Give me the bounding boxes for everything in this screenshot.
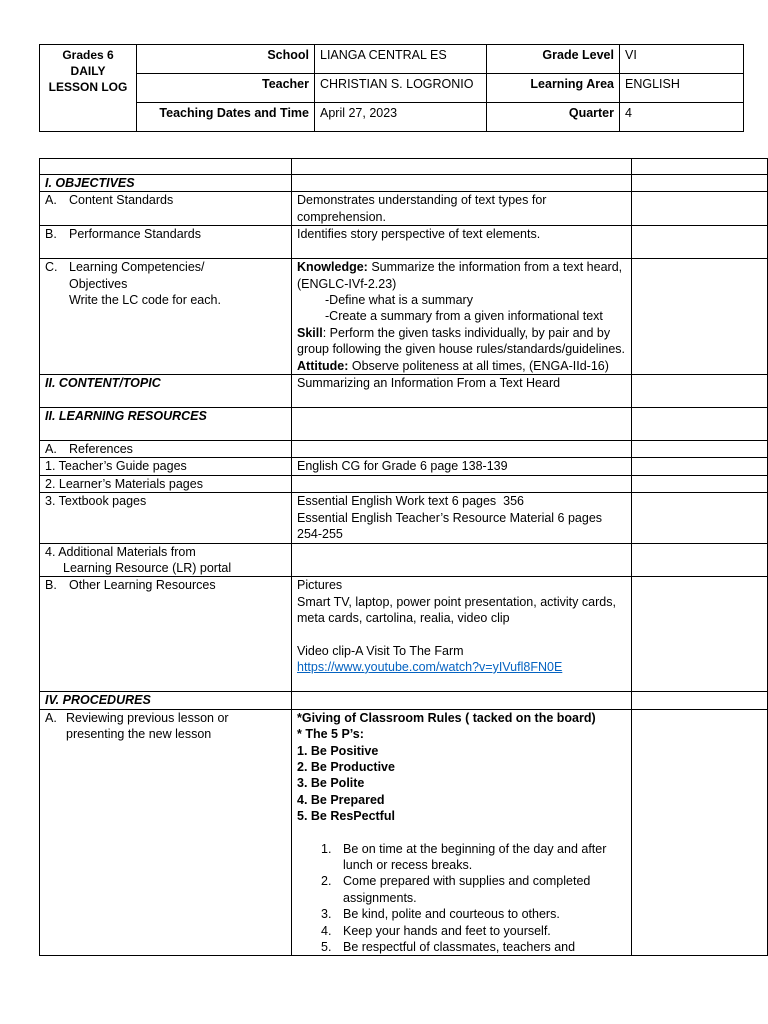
lc-label-2: Objectives [69, 276, 128, 291]
p-item-1: 1. Be Positive [297, 743, 379, 758]
rule-number: 3. [321, 907, 332, 922]
references-marker: A. [45, 442, 57, 457]
table-row [40, 192, 768, 226]
add-label-1: 4. Additional Materials from [45, 544, 196, 559]
table-row [40, 226, 768, 259]
procedures-heading: IV. PROCEDURES [40, 692, 292, 709]
tg-label: 1. Teacher’s Guide pages [40, 458, 292, 475]
p-item-4: 4. Be Prepared [297, 792, 385, 807]
lm-label: 2. Learner’s Materials pages [40, 475, 292, 492]
log-title-line-1: Grades 6 [62, 48, 114, 62]
dates-value: April 27, 2023 [315, 103, 487, 132]
objectives-heading: I. OBJECTIVES [40, 175, 292, 192]
list-item [297, 841, 626, 874]
content-std-value: Demonstrates understanding of text types for comprehension. [292, 192, 632, 226]
content-std-marker: A. [45, 193, 57, 208]
tb-value-1: Essential English Work text 6 pages 356 [297, 494, 524, 509]
lesson-table [39, 158, 768, 956]
rule-text: Be respectful of classmates, teachers and [343, 940, 576, 954]
table-row [40, 475, 768, 492]
add-label-2: Learning Resource (LR) portal [63, 560, 232, 575]
table-row [40, 577, 768, 692]
proc-a-label: Reviewing previous lesson or presenting the new lesson [66, 710, 229, 742]
rules-heading: *Giving of Classroom Rules ( tacked on the board) [297, 710, 596, 725]
tb-value-2: Essential English Teacher’s Resource Material 6 pages 254-255 [297, 510, 603, 542]
dates-label: Teaching Dates and Time [137, 103, 315, 132]
table-row [40, 458, 768, 475]
list-item [297, 923, 626, 939]
tb-label: 3. Textbook pages [40, 493, 292, 543]
table-row [40, 709, 768, 956]
rule-number: 1. [321, 841, 332, 856]
school-value: LIANGA CENTRAL ES [315, 45, 487, 74]
attitude-text: Observe politeness at all times, (ENGA-IId-16) [348, 358, 609, 373]
video-label: Video clip-A Visit To The Farm [297, 643, 464, 658]
teacher-value: CHRISTIAN S. LOGRONIO [315, 74, 487, 103]
header-table [39, 44, 744, 132]
table-row [40, 543, 768, 577]
rule-number: 5. [321, 940, 332, 954]
log-title [40, 45, 137, 132]
rule-text: Keep your hands and feet to yourself. [343, 923, 551, 938]
other-label: Other Learning Resources [69, 578, 216, 593]
proc-a-marker: A. [45, 710, 57, 725]
other-marker: B. [45, 578, 57, 593]
table-row [40, 493, 768, 543]
p-item-2: 2. Be Productive [297, 759, 395, 774]
learning-area-value: ENGLISH [620, 74, 744, 103]
content-std-label: Content Standards [69, 193, 174, 208]
table-row [40, 441, 768, 458]
quarter-label: Quarter [487, 103, 620, 132]
content-heading: II. CONTENT/TOPIC [40, 375, 292, 408]
knowledge-sub-2: -Create a summary from a given informational text [325, 309, 603, 324]
perf-std-value: Identifies story perspective of text elements. [292, 226, 632, 259]
knowledge-sub-1: -Define what is a summary [325, 293, 473, 308]
list-item [297, 906, 626, 922]
table-row [40, 375, 768, 408]
p-item-3: 3. Be Polite [297, 776, 365, 791]
other-2: Smart TV, laptop, power point presentation, activity cards, meta cards, cartolina, realia, video clip [297, 594, 616, 626]
table-row [40, 408, 768, 441]
lc-label-3: Write the LC code for each. [69, 293, 221, 308]
lc-marker: C. [45, 260, 58, 275]
tg-value: English CG for Grade 6 page 138-139 [292, 458, 632, 475]
five-ps-heading: * The 5 P’s: [297, 727, 364, 742]
log-title-line-2: DAILY [70, 64, 106, 78]
rule-text: Come prepared with supplies and completed assignments. [343, 874, 591, 905]
rule-number: 4. [321, 923, 332, 938]
table-row [40, 692, 768, 709]
teacher-label: Teacher [137, 74, 315, 103]
grade-level-value: VI [620, 45, 744, 74]
p-item-5: 5. Be ResPectful [297, 809, 395, 824]
perf-std-marker: B. [45, 227, 57, 242]
quarter-value: 4 [620, 103, 744, 132]
lc-label-1: Learning Competencies/ [69, 260, 205, 275]
rule-number: 2. [321, 874, 332, 889]
learning-area-label: Learning Area [487, 74, 620, 103]
log-title-line-3: LESSON LOG [48, 80, 128, 94]
content-value: Summarizing an Information From a Text Heard [292, 375, 632, 408]
table-row [40, 175, 768, 192]
attitude-label: Attitude: [297, 358, 349, 373]
rule-text: Be on time at the beginning of the day and after lunch or recess breaks. [343, 841, 607, 872]
knowledge-label: Knowledge: [297, 260, 368, 275]
table-row [40, 259, 768, 375]
resources-heading: II. LEARNING RESOURCES [40, 408, 292, 441]
knowledge-text: Summarize the information from a text heard, (ENGLC-IVf-2.23) [297, 260, 623, 291]
list-item [297, 873, 626, 906]
references-label: References [69, 442, 133, 457]
other-1: Pictures [297, 578, 343, 593]
school-label: School [137, 45, 315, 74]
skill-text: : Perform the given tasks individually, by pair and by group following the given house rules/standards/guidelines. [297, 325, 625, 357]
rule-text: Be kind, polite and courteous to others. [343, 907, 560, 922]
grade-level-label: Grade Level [487, 45, 620, 74]
list-item [297, 939, 626, 955]
video-link[interactable]: https://www.youtube.com/watch?v=yIVufl8FN0E [297, 659, 563, 674]
perf-std-label: Performance Standards [69, 227, 202, 242]
skill-label: Skill [297, 325, 323, 340]
